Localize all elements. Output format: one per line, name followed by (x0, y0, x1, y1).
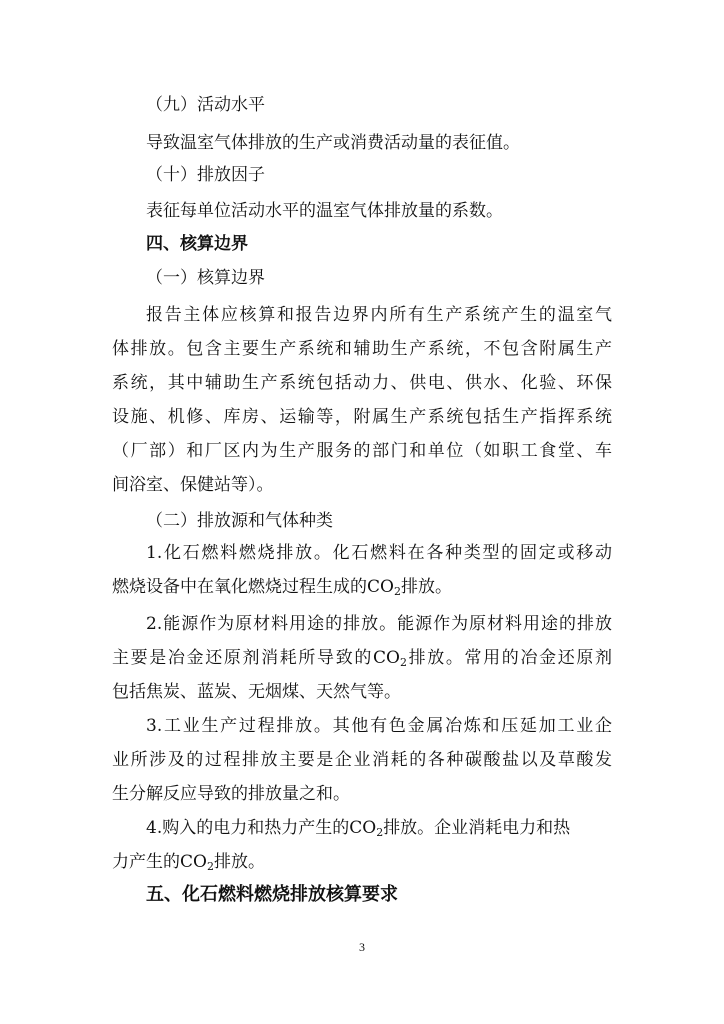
subheading-emission-sources: （二）排放源和气体种类 (146, 511, 333, 531)
co2-formula: $CO_2$ (349, 818, 384, 839)
paragraph-line: 生分解反应导致的排放量之和。 (112, 784, 350, 804)
paragraph-line: 包括焦炭、蓝炭、无烟煤、天然气等。 (112, 682, 401, 702)
text-segment: 排放。常用的冶金还原剂 (406, 648, 613, 668)
paragraph-line: 报告主体应核算和报告边界内所有生产系统产生的温室气 (146, 305, 612, 325)
text-segment: 燃烧设备中在氧化燃烧过程生成的 (112, 577, 367, 597)
paragraph-line: 间浴室、保健站等）。 (112, 475, 274, 495)
paragraph-line: 2.能源作为原材料用途的排放。能源作为原材料用途的排放 (146, 614, 612, 634)
paragraph-line (112, 575, 452, 599)
paragraph-emission-factor-definition: 表征每单位活动水平的温室气体排放量的系数。 (146, 201, 503, 221)
text-segment: 排放。 (400, 577, 452, 597)
paragraph-line: 1.化石燃料燃烧排放。化石燃料在各种类型的固定或移动 (146, 543, 612, 563)
paragraph-line: 3.工业生产过程排放。其他有色金属冶炼和压延加工业企 (146, 716, 612, 736)
heading-emission-factor: （十）排放因子 (146, 165, 265, 185)
paragraph-line: 体排放。包含主要生产系统和辅助生产系统，不包含附属生产 (112, 339, 612, 359)
text-segment: 排放。企业消耗电力和热 (383, 818, 571, 838)
heading-activity-level: （九）活动水平 (146, 95, 265, 115)
co2-formula: $CO_2$ (373, 648, 407, 669)
paragraph-line (112, 646, 612, 670)
co2-formula: $CO_2$ (180, 852, 214, 873)
page-number: 3 (359, 940, 365, 954)
text-segment: 主要是冶金还原剂消耗所导致的 (112, 648, 373, 668)
paragraph-line: 业所涉及的过程排放主要是企业消耗的各种碳酸盐以及草酸发 (112, 750, 612, 770)
paragraph-line: 系统，其中辅助生产系统包括动力、供电、供水、化验、环保 (112, 373, 612, 393)
text-segment: 力产生的 (112, 852, 180, 872)
text-segment: 4.购入的电力和热力产生的 (146, 818, 350, 838)
section-heading-accounting-boundary: 四、核算边界 (146, 234, 248, 254)
paragraph-line: （厂部）和厂区内为生产服务的部门和单位（如职工食堂、车 (112, 441, 612, 461)
paragraph-line (146, 816, 570, 840)
co2-formula: $CO_2$ (367, 577, 401, 598)
text-segment: 排放。 (213, 852, 265, 872)
section-heading-fossil-fuel-combustion: 五、化石燃料燃烧排放核算要求 (146, 884, 398, 905)
paragraph-line (112, 850, 265, 874)
paragraph-activity-level-definition: 导致温室气体排放的生产或消费活动量的表征值。 (146, 133, 520, 153)
paragraph-line: 设施、机修、库房、运输等，附属生产系统包括生产指挥系统 (112, 407, 612, 427)
subheading-accounting-boundary: （一）核算边界 (146, 268, 265, 288)
